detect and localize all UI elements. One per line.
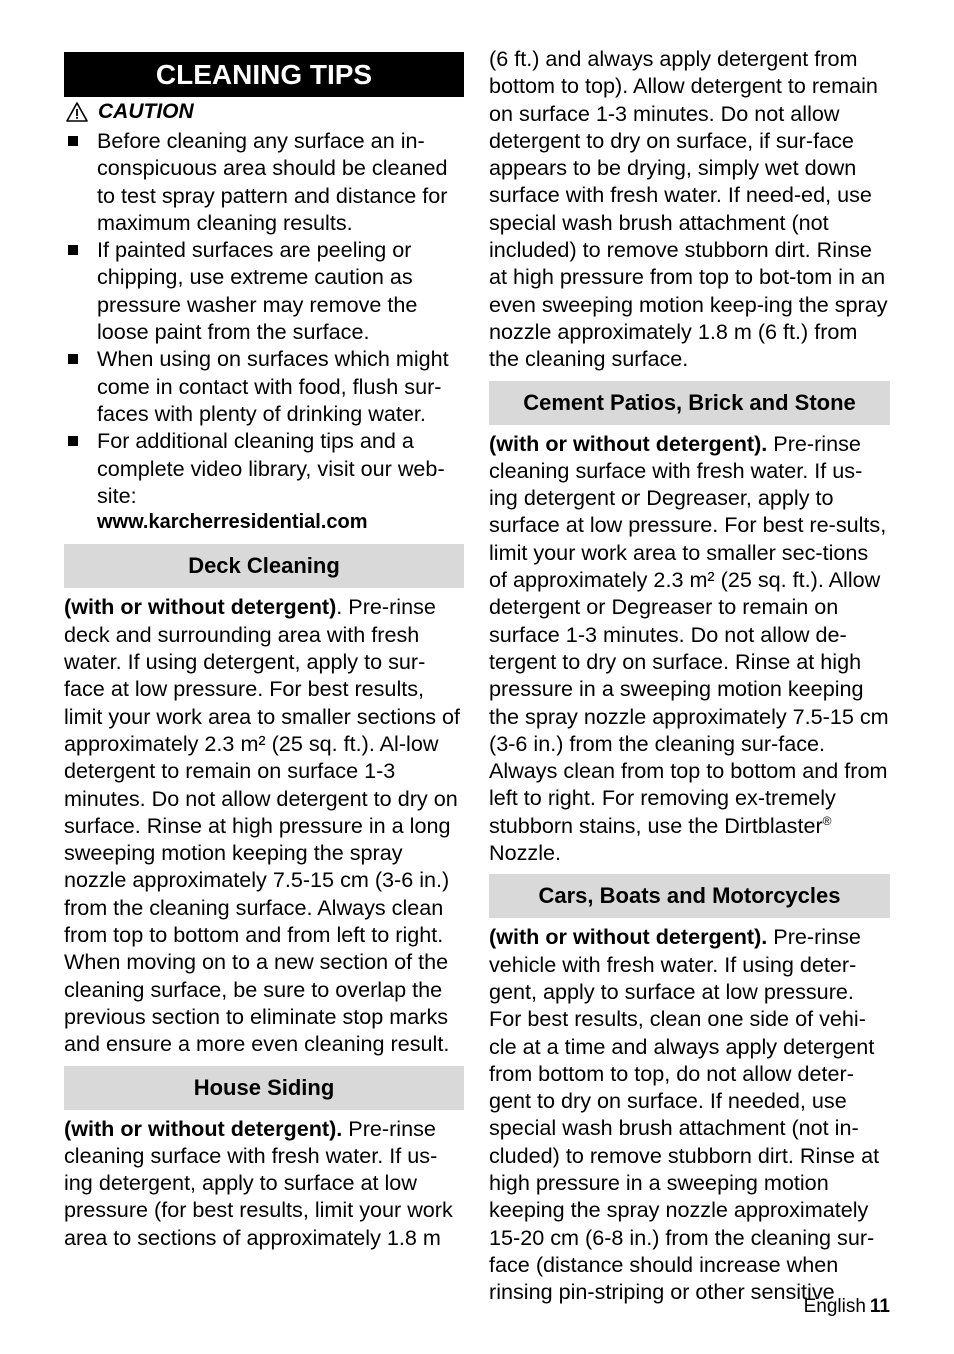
page-number: 11 — [869, 1296, 890, 1317]
house-paragraph — [64, 1115, 464, 1251]
cement-tail: Nozzle. — [489, 840, 562, 866]
cement-lead: (with or without detergent). — [489, 430, 768, 456]
list-item: When using on surfaces which might come in contact with food, flush sur-faces with plenty of drinking water. — [64, 345, 464, 427]
registered-mark: ® — [822, 813, 832, 828]
cars-paragraph — [489, 923, 890, 1305]
left-column — [64, 45, 464, 1251]
list-item: Before cleaning any surface an in-conspicuous area should be cleaned to test spray pattern and distance for maximum cleaning results. — [64, 127, 464, 236]
section-heading-cement: Cement Patios, Brick and Stone — [489, 381, 890, 425]
section-heading-deck: Deck Cleaning — [64, 544, 464, 588]
right-column — [489, 45, 890, 1305]
house-text-continued: (6 ft.) and always apply detergent from bottom to top). Allow detergent to remain on surface 1-3 minutes. Do not allow detergent to dry on surface, if sur-face appears to be drying, simply wet down surface with fresh water. If need-ed, use special wash brush attachment (not included) to remove stubborn dirt. Rinse at high pressure from top to bot-tom in an even sweeping motion keep-ing the spray nozzle approximately 1.8 m (6 ft.) from the cleaning surface. — [489, 46, 888, 372]
deck-paragraph — [64, 593, 464, 1057]
house-text: Pre-rinse cleaning surface with fresh water. If us-ing detergent, apply to surface at low pressure (for best results, limit your work area to sections of approximately 1.8 m — [64, 1115, 453, 1250]
bullet-icon — [68, 436, 78, 446]
cement-text: Pre-rinse cleaning surface with fresh water. If us-ing detergent or Degreaser, apply to surface at low pressure. For best re-sults, limit your work area to smaller sec-tions of approximately 2.3 m² (25 sq. ft.). Allow detergent or Degreaser to remain on surface 1-3 minutes. Do not allow de-tergent to dry on surface. Rinse at high pressure in a sweeping motion keeping the spray nozzle approximately 7.5-15 cm (3-6 in.) from the cleaning sur-face. Always clean from top to bottom and from left to right. For removing ex-tremely stubborn stains, use the Dirtblaster — [489, 430, 889, 838]
house-lead: (with or without detergent). — [64, 1115, 343, 1141]
list-item: For additional cleaning tips and a complete video library, visit our web-site: — [64, 427, 464, 509]
caution-label: CAUTION — [98, 100, 194, 123]
caution-heading — [64, 97, 464, 127]
footer-language: English — [803, 1296, 866, 1317]
website-url: www.karcherresidential.com — [97, 511, 368, 534]
caution-list — [64, 127, 464, 509]
section-heading-house: House Siding — [64, 1066, 464, 1110]
warning-icon — [66, 102, 88, 122]
cars-text: Pre-rinse vehicle with fresh water. If using deter-gent, apply to surface at low pressure. For best results, clean one side of vehi-cle at a time and always apply detergent from bottom to top, do not allow deter-gent to dry on surface. If needed, use special wash brush attachment (not in-cluded) to remove stubborn dirt. Rinse at high pressure in a sweeping motion keeping the spray nozzle approximately 15-20 cm (6-8 in.) from the cleaning sur-face (distance should increase when rinsing pin-striping or other sensitive — [489, 924, 880, 1305]
page-footer — [804, 1296, 890, 1318]
list-item: If painted surfaces are peeling or chipping, use extreme caution as pressure washer may remove the loose paint from the surface. — [64, 236, 464, 345]
section-heading-cars: Cars, Boats and Motorcycles — [489, 874, 890, 918]
cement-paragraph — [489, 430, 890, 867]
deck-text: . Pre-rinse deck and surrounding area with fresh water. If using detergent, apply to sur-face at low pressure. For best results, limit your work area to smaller sections of approximately 2.3 m² (25 sq. ft.). Al-low detergent to remain on surface 1-3 minutes. Do not allow detergent to dry on surface. Rinse at high pressure in a long sweeping motion keeping the spray nozzle approximately 7.5-15 cm (3-6 in.) from the cleaning surface. Always clean from top to bottom and from left to right. When moving on to a new section of the cleaning surface, be sure to overlap the previous section to eliminate stop marks and ensure a more even cleaning result. — [64, 594, 461, 1057]
bullet-icon — [68, 354, 78, 364]
bullet-icon — [68, 136, 78, 146]
deck-lead: (with or without detergent) — [64, 594, 337, 620]
cars-lead: (with or without detergent). — [489, 924, 768, 950]
page-title: CLEANING TIPS — [64, 52, 464, 97]
bullet-icon — [68, 245, 78, 255]
house-continued — [489, 45, 890, 373]
